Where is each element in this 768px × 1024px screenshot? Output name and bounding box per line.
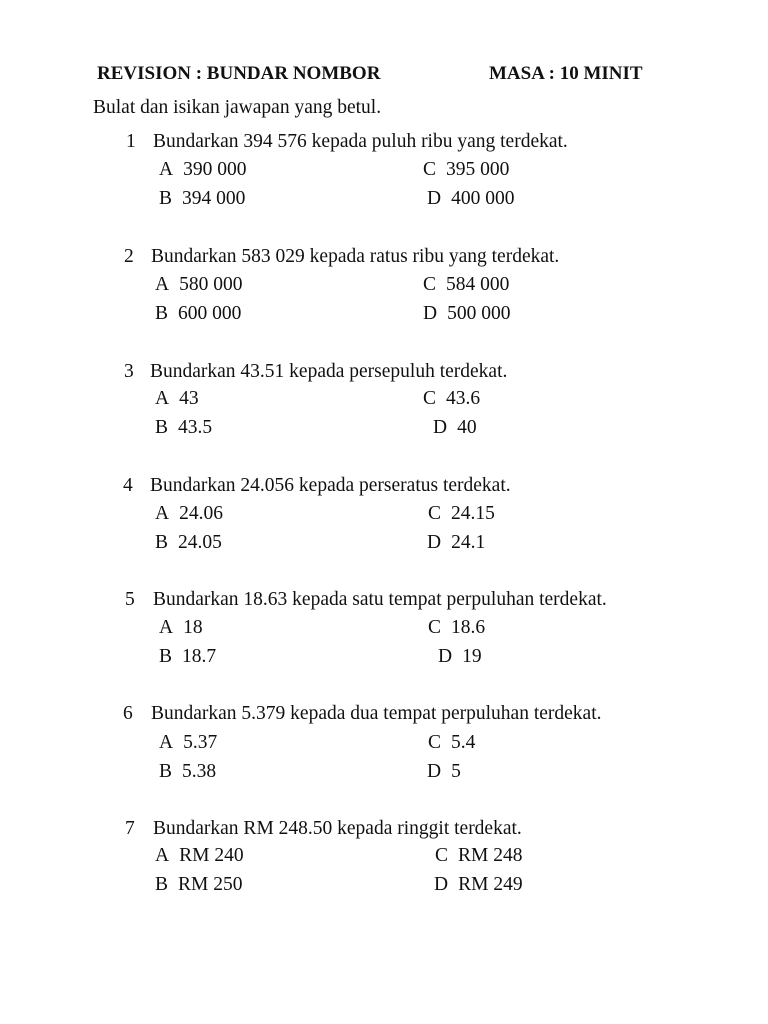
question-text: Bundarkan 24.056 kepada perseratus terdekat.	[150, 475, 511, 496]
question-number: 2	[124, 246, 134, 267]
option-value: 24.15	[451, 503, 495, 524]
option-letter: C	[423, 388, 437, 409]
option-value: 500 000	[447, 303, 511, 324]
option-value: 18.7	[182, 646, 217, 667]
option-letter: C	[423, 159, 437, 180]
question-number: 6	[123, 703, 133, 724]
option-value: 390 000	[183, 159, 247, 180]
option-value: 24.1	[451, 532, 486, 553]
option-value: 394 000	[182, 188, 246, 209]
option-d[interactable]	[427, 762, 461, 782]
option-value: 24.06	[179, 503, 223, 524]
question-number: 5	[125, 589, 135, 610]
question-3	[124, 362, 507, 382]
option-value: 5.4	[451, 732, 476, 753]
option-value: 19	[462, 646, 482, 667]
option-value: 43.5	[178, 417, 213, 438]
option-letter: A	[155, 503, 170, 524]
option-d[interactable]	[438, 647, 482, 667]
question-7	[125, 819, 522, 839]
option-d[interactable]	[434, 875, 523, 895]
question-text: Bundarkan 18.63 kepada satu tempat perpuluhan terdekat.	[153, 589, 607, 610]
option-letter: D	[427, 532, 442, 553]
option-b[interactable]	[155, 304, 241, 324]
question-number: 1	[126, 131, 136, 152]
option-letter: B	[155, 303, 169, 324]
option-c[interactable]	[435, 846, 523, 866]
option-letter: B	[155, 874, 169, 895]
option-letter: B	[159, 646, 173, 667]
option-d[interactable]	[433, 418, 477, 438]
option-b[interactable]	[159, 647, 216, 667]
option-letter: C	[428, 732, 442, 753]
question-number: 3	[124, 361, 134, 382]
option-b[interactable]	[159, 189, 245, 209]
option-letter: D	[438, 646, 453, 667]
option-a[interactable]	[155, 275, 242, 295]
option-b[interactable]	[155, 533, 222, 553]
question-number: 4	[123, 475, 133, 496]
option-value: 400 000	[451, 188, 515, 209]
option-letter: C	[428, 503, 442, 524]
option-c[interactable]	[423, 275, 509, 295]
question-1	[126, 132, 568, 152]
option-d[interactable]	[423, 304, 510, 324]
question-text: Bundarkan 394 576 kepada puluh ribu yang terdekat.	[153, 131, 568, 152]
option-c[interactable]	[423, 389, 480, 409]
option-value: RM 248	[458, 845, 523, 866]
option-letter: A	[155, 845, 170, 866]
option-letter: A	[159, 732, 174, 753]
question-6	[123, 704, 602, 724]
option-value: 40	[457, 417, 477, 438]
option-letter: A	[155, 388, 170, 409]
option-letter: C	[428, 617, 442, 638]
option-letter: A	[159, 617, 174, 638]
option-a[interactable]	[159, 618, 203, 638]
option-b[interactable]	[159, 762, 216, 782]
worksheet-title: REVISION : BUNDAR NOMBOR	[97, 63, 381, 84]
option-value: 18.6	[451, 617, 486, 638]
option-c[interactable]	[423, 160, 509, 180]
option-value: 24.05	[178, 532, 222, 553]
option-letter: C	[423, 274, 437, 295]
option-letter: D	[427, 188, 442, 209]
option-d[interactable]	[427, 189, 514, 209]
question-text: Bundarkan RM 248.50 kepada ringgit terdekat.	[153, 818, 522, 839]
option-value: 584 000	[446, 274, 510, 295]
option-value: 43	[179, 388, 199, 409]
option-letter: B	[159, 761, 173, 782]
option-d[interactable]	[427, 533, 485, 553]
option-c[interactable]	[428, 618, 485, 638]
option-c[interactable]	[428, 504, 495, 524]
question-text: Bundarkan 583 029 kepada ratus ribu yang terdekat.	[151, 246, 560, 267]
option-b[interactable]	[155, 875, 243, 895]
option-value: RM 249	[458, 874, 523, 895]
option-letter: B	[155, 417, 169, 438]
option-letter: A	[155, 274, 170, 295]
option-a[interactable]	[155, 389, 199, 409]
option-value: 5.38	[182, 761, 217, 782]
option-a[interactable]	[159, 733, 217, 753]
option-value: 5.37	[183, 732, 218, 753]
option-letter: A	[159, 159, 174, 180]
option-letter: C	[435, 845, 449, 866]
option-letter: B	[155, 532, 169, 553]
question-2	[124, 247, 559, 267]
option-letter: D	[423, 303, 438, 324]
option-value: 18	[183, 617, 203, 638]
option-b[interactable]	[155, 418, 212, 438]
question-text: Bundarkan 43.51 kepada persepuluh terdekat.	[150, 361, 508, 382]
option-a[interactable]	[155, 504, 223, 524]
option-a[interactable]	[155, 846, 244, 866]
option-c[interactable]	[428, 733, 475, 753]
option-value: 600 000	[178, 303, 242, 324]
option-a[interactable]	[159, 160, 246, 180]
option-value: 43.6	[446, 388, 481, 409]
option-value: 395 000	[446, 159, 510, 180]
time-limit: MASA : 10 MINIT	[489, 63, 643, 84]
question-4	[123, 476, 511, 496]
question-text: Bundarkan 5.379 kepada dua tempat perpuluhan terdekat.	[151, 703, 602, 724]
option-letter: B	[159, 188, 173, 209]
option-letter: D	[434, 874, 449, 895]
question-5	[125, 590, 607, 610]
option-letter: D	[427, 761, 442, 782]
option-value: RM 250	[178, 874, 243, 895]
option-letter: D	[433, 417, 448, 438]
question-number: 7	[125, 818, 135, 839]
instruction-text: Bulat dan isikan jawapan yang betul.	[93, 97, 382, 118]
option-value: 5	[451, 761, 461, 782]
option-value: RM 240	[179, 845, 244, 866]
option-value: 580 000	[179, 274, 243, 295]
